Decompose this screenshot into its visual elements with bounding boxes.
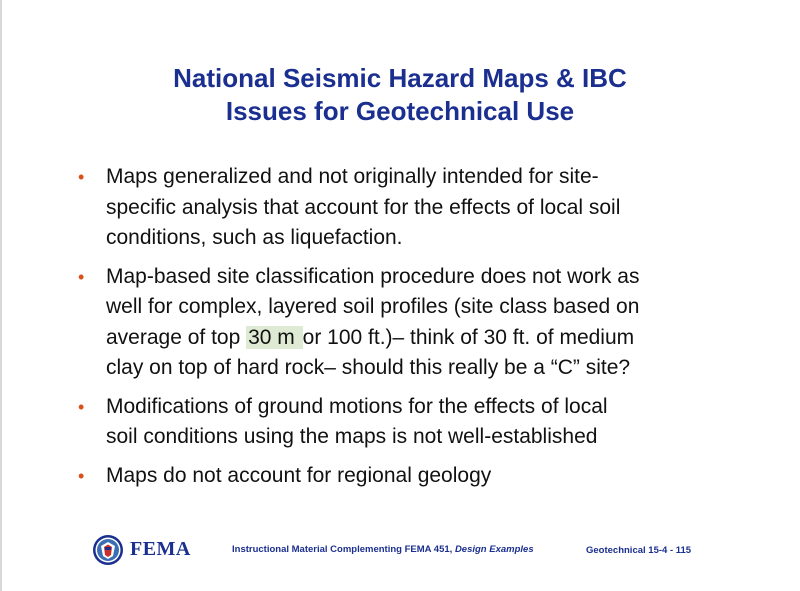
bullet-item-modifications	[78, 392, 758, 453]
footer-material-text	[232, 544, 534, 555]
bullet-list	[78, 162, 758, 499]
bullet-line-with-highlight	[106, 323, 758, 354]
bullet-dot-icon: •	[78, 167, 85, 187]
bullet-line: Maps generalized and not originally intended for site-	[106, 165, 599, 188]
fema-logo-text: FEMA	[130, 538, 191, 560]
bullet-item-regional-geology	[78, 461, 758, 492]
bullet-text-segment: average of top	[106, 325, 247, 349]
bullet-line: specific analysis that account for the effects of local soil	[106, 195, 621, 219]
bullet-line: Modifications of ground motions for the effects of local	[106, 394, 608, 418]
bullet-line: conditions, such as liquefaction.	[106, 226, 403, 249]
bullet-line: Maps do not account for regional geology	[106, 463, 492, 487]
bullet-line: well for complex, layered soil profiles (site class based on	[106, 295, 640, 318]
highlighted-text[interactable]: 30 m	[248, 325, 301, 349]
bullet-dot-icon: •	[78, 465, 85, 486]
footer-material-italic: Design Examples	[454, 544, 534, 555]
dhs-seal-icon	[92, 534, 124, 566]
footer-page-reference: Geotechnical 15-4 - 115	[586, 545, 692, 556]
slide-footer	[0, 532, 800, 572]
bullet-line: clay on top of hard rock– should this really be a “C” site?	[106, 356, 631, 379]
bullet-line: Map-based site classification procedure does not work as	[106, 264, 640, 288]
title-line-2: Issues for Geotechnical Use	[225, 96, 575, 126]
bullet-text-segment: or 100 ft.)– think of 30 ft. of medium	[302, 325, 635, 349]
title-line-1: National Seismic Hazard Maps & IBC	[173, 63, 627, 93]
footer-material-prefix: Instructional Material Complementing FEMA 451,	[232, 544, 455, 555]
bullet-item-maps-generalized	[78, 162, 758, 254]
bullet-item-site-classification	[78, 262, 758, 384]
bullet-dot-icon: •	[78, 266, 85, 287]
slide-title	[0, 62, 800, 128]
bullet-line: soil conditions using the maps is not well-established	[106, 425, 598, 448]
bullet-dot-icon: •	[78, 396, 85, 417]
